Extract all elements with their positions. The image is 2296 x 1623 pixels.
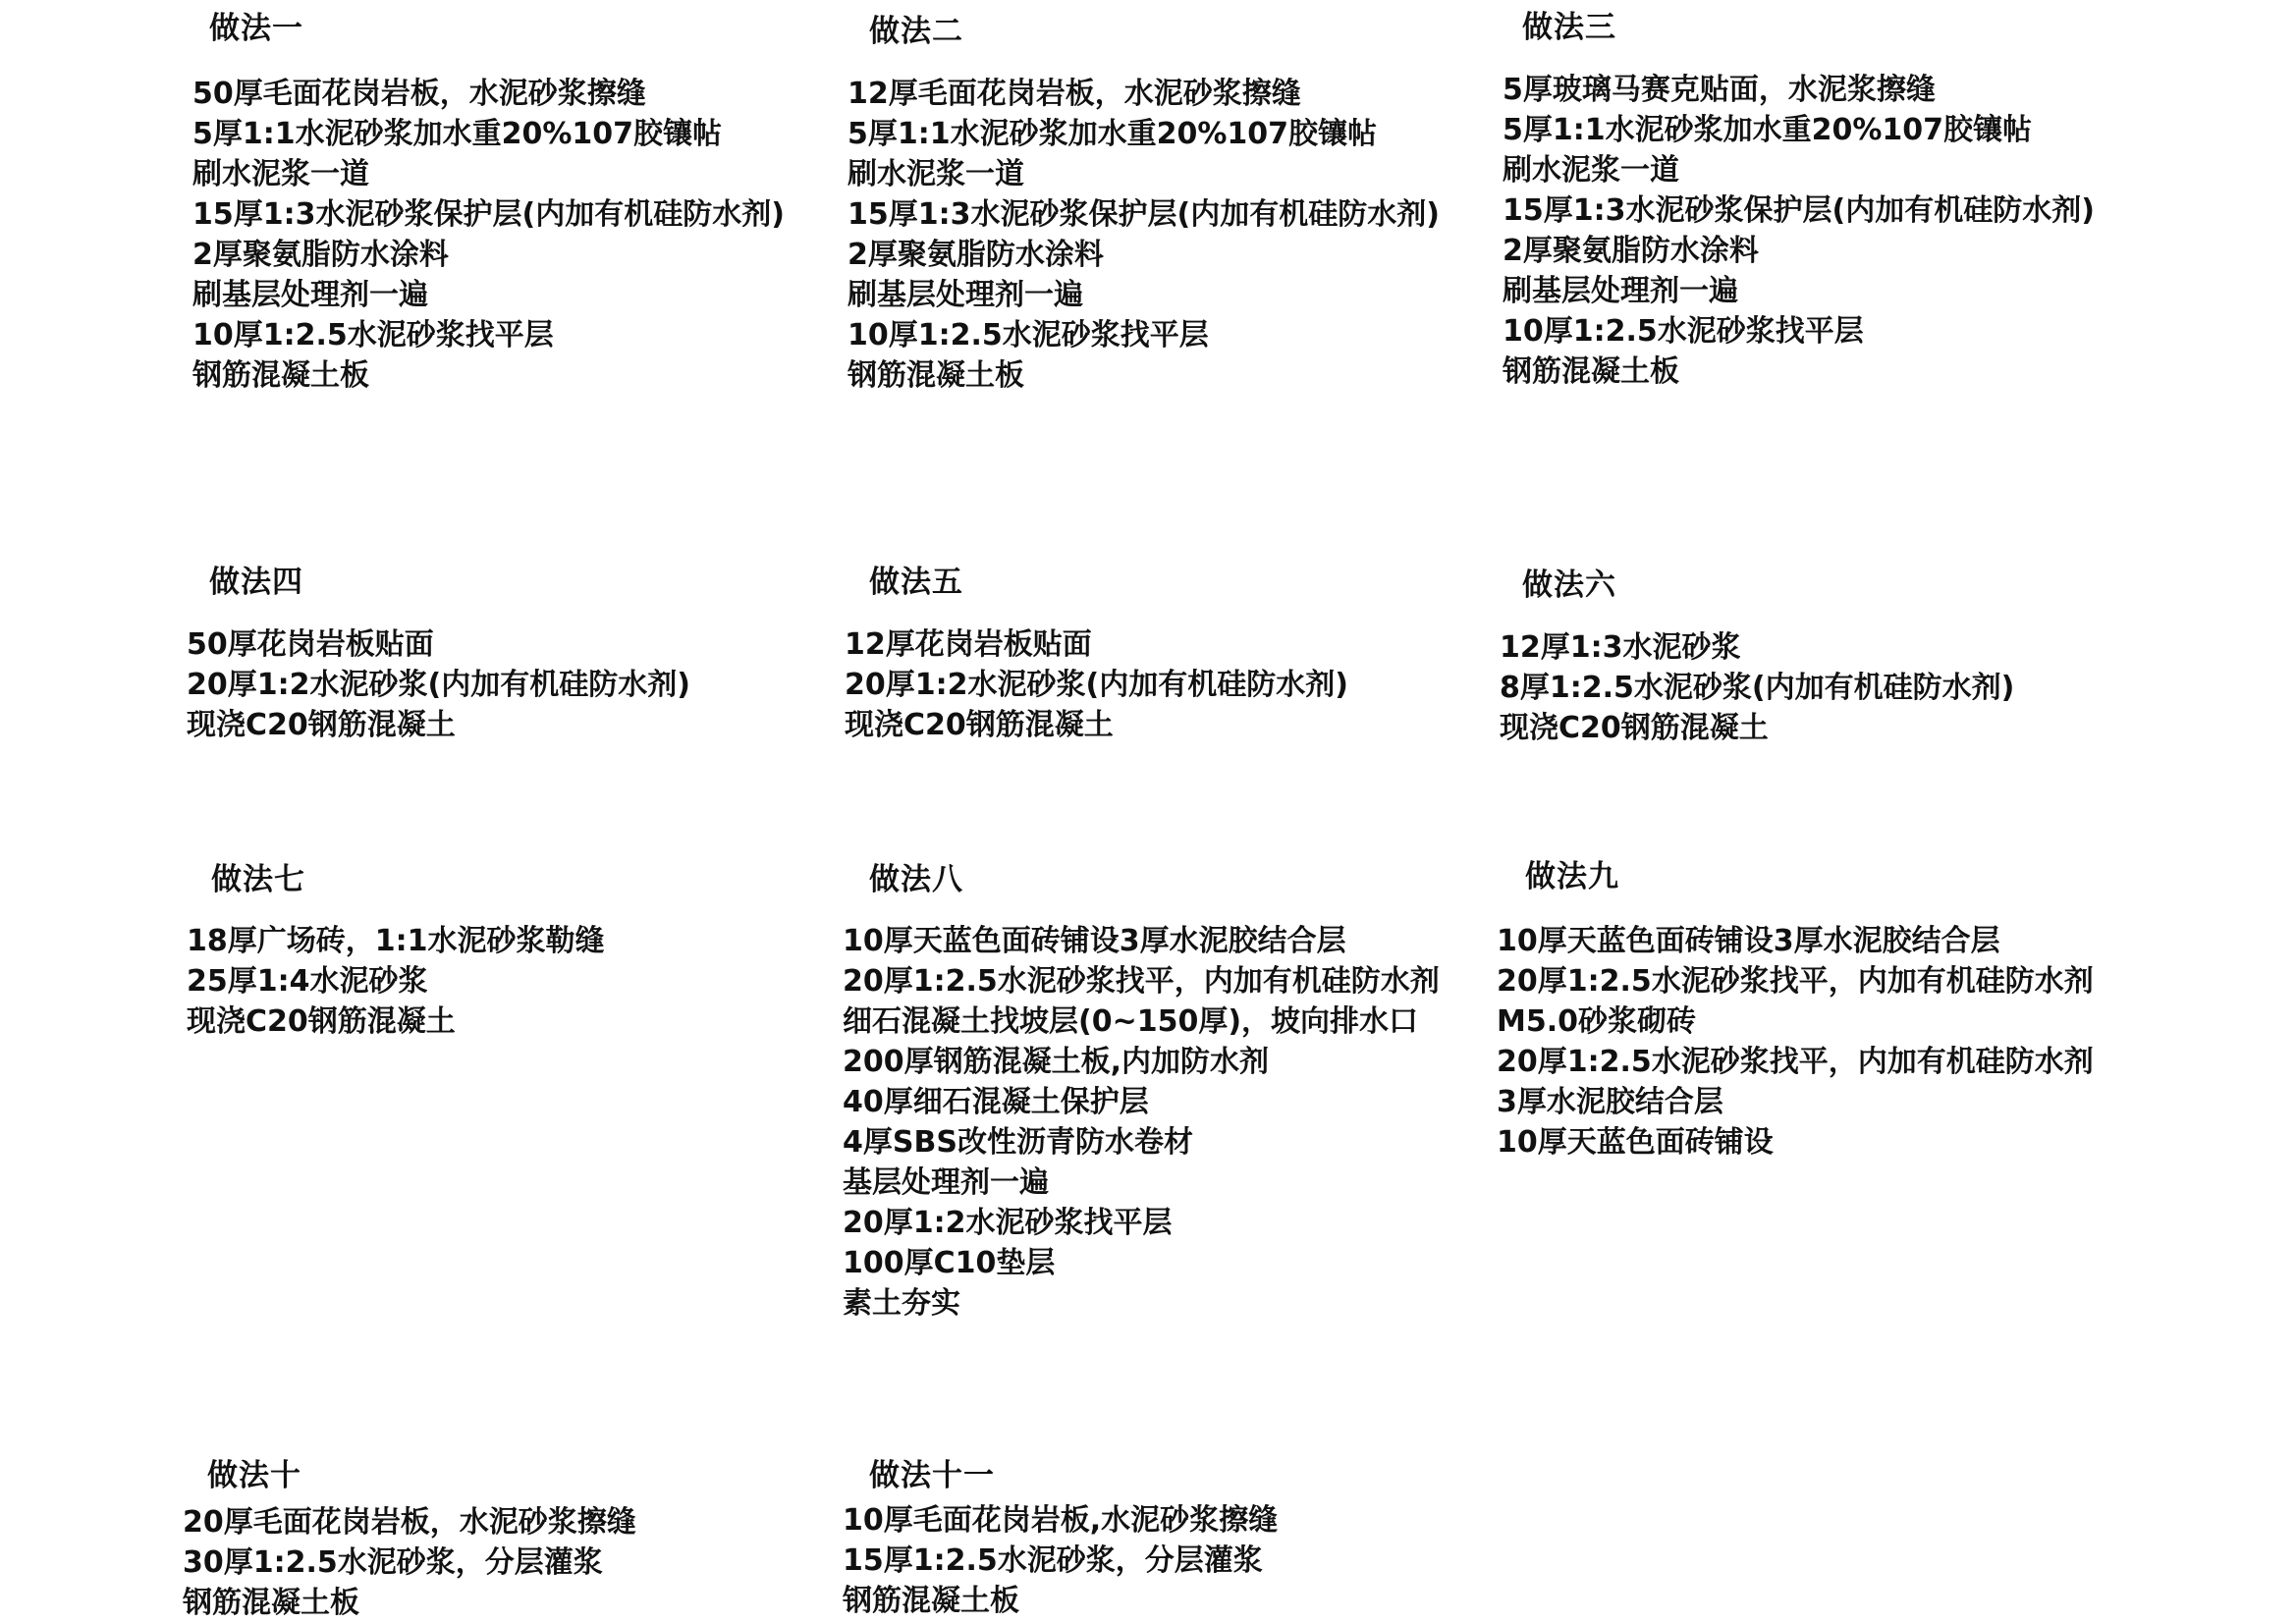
- method-line: 现浇C20钢筋混凝土: [187, 708, 456, 742]
- method-line: 细石混凝土找坡层(0~150厚)，坡向排水口: [843, 1004, 1419, 1039]
- method-line: 钢筋混凝土板: [183, 1586, 359, 1620]
- method-title: 做法六: [1522, 568, 1616, 603]
- method-line: 20厚1:2水泥砂浆(内加有机硅防水剂): [187, 668, 690, 702]
- method-line: 钢筋混凝土板: [192, 358, 369, 393]
- method-line: 现浇C20钢筋混凝土: [187, 1004, 456, 1039]
- method-line: 基层处理剂一遍: [843, 1165, 1049, 1200]
- method-line: 5厚玻璃马赛克贴面，水泥浆擦缝: [1503, 73, 1936, 107]
- method-line: 4厚SBS改性沥青防水卷材: [843, 1125, 1193, 1160]
- method-line: 5厚1:1水泥砂浆加水重20%107胶镶帖: [192, 117, 723, 151]
- method-line: 20厚1:2水泥砂浆找平层: [843, 1206, 1173, 1240]
- method-line: 15厚1:3水泥砂浆保护层(内加有机硅防水剂): [1503, 193, 2095, 228]
- method-line: 10厚1:2.5水泥砂浆找平层: [192, 318, 554, 352]
- method-line: 2厚聚氨脂防水涂料: [847, 238, 1104, 272]
- method-line: 刷水泥浆一道: [847, 157, 1024, 191]
- method-line: 40厚细石混凝土保护层: [843, 1085, 1149, 1119]
- method-line: 20厚1:2.5水泥砂浆找平，内加有机硅防水剂: [1497, 1045, 2094, 1079]
- method-line: 20厚1:2.5水泥砂浆找平，内加有机硅防水剂: [1497, 964, 2094, 999]
- method-line: 刷基层处理剂一遍: [847, 278, 1083, 312]
- method-line: 15厚1:2.5水泥砂浆，分层灌浆: [843, 1543, 1263, 1578]
- method-line: 3厚水泥胶结合层: [1497, 1085, 1723, 1119]
- method-line: 12厚花岗岩板贴面: [845, 627, 1092, 662]
- method-line: 刷水泥浆一道: [1503, 153, 1679, 188]
- method-line: 现浇C20钢筋混凝土: [845, 708, 1114, 742]
- method-line: 12厚毛面花岗岩板，水泥砂浆擦缝: [847, 77, 1301, 111]
- method-title: 做法十一: [869, 1458, 995, 1493]
- method-line: 20厚1:2水泥砂浆(内加有机硅防水剂): [845, 668, 1348, 702]
- method-line: 200厚钢筋混凝土板,内加防水剂: [843, 1045, 1270, 1079]
- method-line: 2厚聚氨脂防水涂料: [192, 238, 449, 272]
- method-line: 30厚1:2.5水泥砂浆，分层灌浆: [183, 1545, 603, 1580]
- method-line: 8厚1:2.5水泥砂浆(内加有机硅防水剂): [1500, 671, 2015, 705]
- method-title: 做法七: [211, 862, 305, 897]
- method-line: 10厚1:2.5水泥砂浆找平层: [847, 318, 1209, 352]
- method-line: 15厚1:3水泥砂浆保护层(内加有机硅防水剂): [192, 197, 785, 232]
- method-title: 做法八: [869, 862, 963, 897]
- method-line: 10厚天蓝色面砖铺设3厚水泥胶结合层: [1497, 924, 2000, 958]
- method-line: 15厚1:3水泥砂浆保护层(内加有机硅防水剂): [847, 197, 1440, 232]
- method-line: 2厚聚氨脂防水涂料: [1503, 234, 1759, 268]
- method-line: 钢筋混凝土板: [847, 358, 1024, 393]
- method-line: 现浇C20钢筋混凝土: [1500, 711, 1769, 745]
- method-title: 做法三: [1522, 10, 1616, 45]
- method-line: 50厚毛面花岗岩板，水泥砂浆擦缝: [192, 77, 646, 111]
- method-line: 刷基层处理剂一遍: [1503, 274, 1738, 308]
- method-line: 10厚1:2.5水泥砂浆找平层: [1503, 314, 1864, 349]
- method-title: 做法二: [869, 14, 963, 49]
- method-title: 做法四: [209, 565, 303, 600]
- method-line: 20厚1:2.5水泥砂浆找平，内加有机硅防水剂: [843, 964, 1440, 999]
- method-line: 100厚C10垫层: [843, 1246, 1056, 1280]
- method-line: 5厚1:1水泥砂浆加水重20%107胶镶帖: [847, 117, 1378, 151]
- method-line: 25厚1:4水泥砂浆: [187, 964, 428, 999]
- method-line: 12厚1:3水泥砂浆: [1500, 630, 1741, 665]
- method-line: 素土夯实: [843, 1286, 960, 1321]
- method-title: 做法一: [209, 11, 303, 46]
- method-line: 10厚天蓝色面砖铺设: [1497, 1125, 1774, 1160]
- method-line: 18厚广场砖，1:1水泥砂浆勒缝: [187, 924, 605, 958]
- method-line: 20厚毛面花岗岩板，水泥砂浆擦缝: [183, 1505, 636, 1540]
- method-line: 5厚1:1水泥砂浆加水重20%107胶镶帖: [1503, 113, 2033, 147]
- method-line: 刷水泥浆一道: [192, 157, 369, 191]
- method-line: 50厚花岗岩板贴面: [187, 627, 434, 662]
- method-line: M5.0砂浆砌砖: [1497, 1004, 1696, 1039]
- method-line: 钢筋混凝土板: [1503, 354, 1679, 389]
- method-title: 做法九: [1525, 859, 1619, 894]
- method-line: 钢筋混凝土板: [843, 1584, 1019, 1618]
- method-title: 做法五: [869, 565, 963, 600]
- method-line: 10厚天蓝色面砖铺设3厚水泥胶结合层: [843, 924, 1346, 958]
- method-line: 刷基层处理剂一遍: [192, 278, 428, 312]
- method-title: 做法十: [207, 1458, 301, 1493]
- method-line: 10厚毛面花岗岩板,水泥砂浆擦缝: [843, 1503, 1279, 1538]
